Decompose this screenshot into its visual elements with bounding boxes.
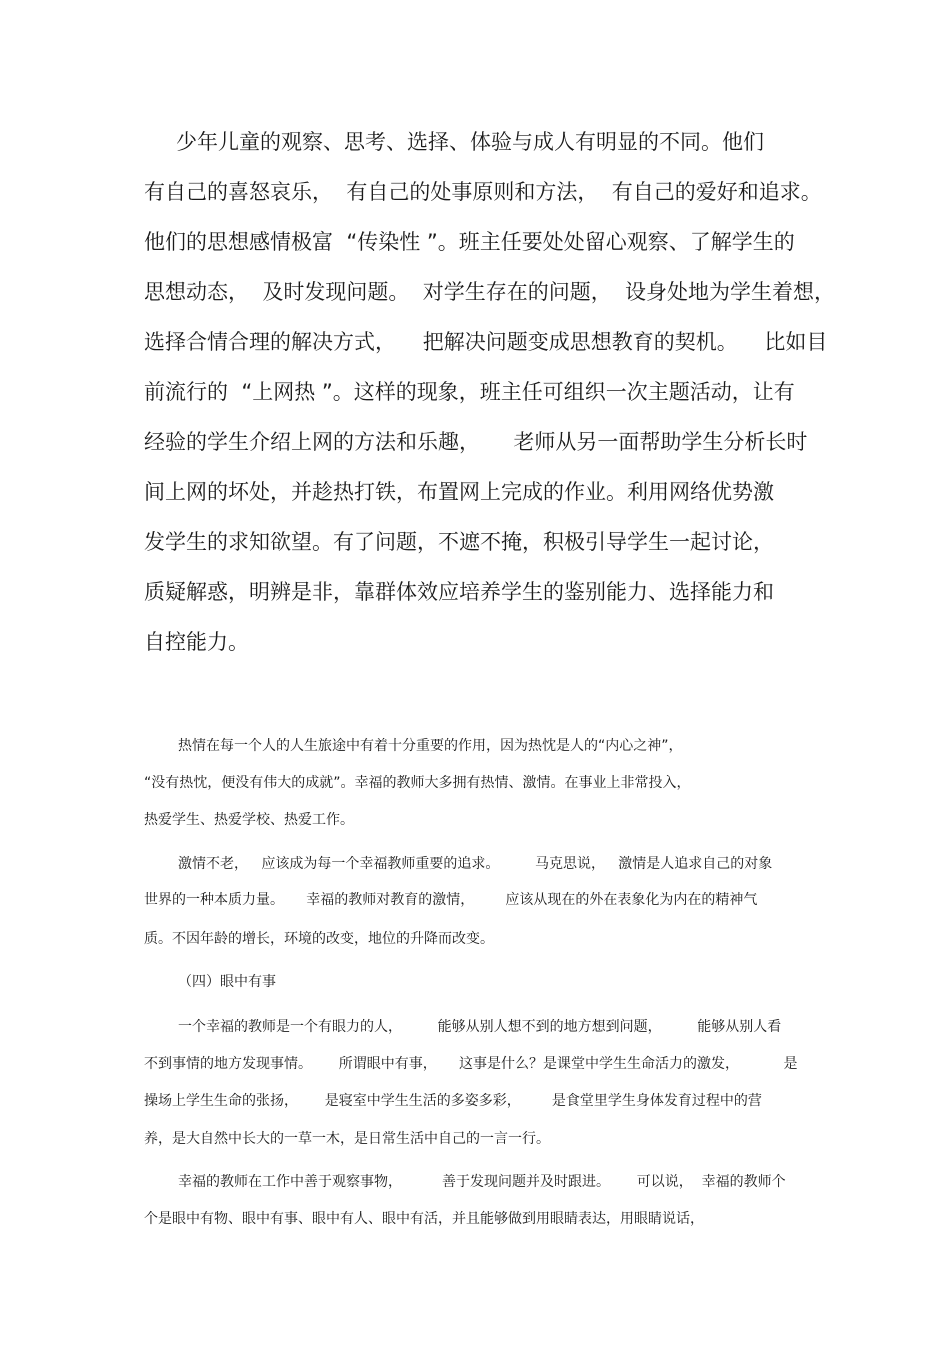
text-line: 选择合情合理的解决方式， 把解决问题变成思想教育的契机。 比如目 <box>144 330 828 354</box>
text-line: 有自己的喜怒哀乐， 有自己的处事原则和方法， 有自己的爱好和追求。 <box>144 180 822 204</box>
text-line: 世界的一种本质力量。 幸福的教师对教育的激情， 应该从现在的外在表象化为内在的精神气 <box>144 892 758 908</box>
text-line: 操场上学生生命的张扬， 是寝室中学生生活的多姿多彩， 是食堂里学生身体发育过程中的营 <box>144 1093 762 1109</box>
text-line: 他们的思想感情极富 “传染性 ”。班主任要处处留心观察、了解学生的 <box>144 230 795 254</box>
section-heading: （四）眼中有事 <box>178 974 276 990</box>
text-line: 幸福的教师在工作中善于观察事物， 善于发现问题并及时跟进。 可以说， 幸福的教师个 <box>178 1174 786 1190</box>
text-line: 前流行的 “上网热 ”。这样的现象，班主任可组织一次主题活动，让有 <box>144 380 795 404</box>
text-line: 质。不因年龄的增长，环境的改变，地位的升降而改变。 <box>144 931 494 947</box>
text-line: 思想动态， 及时发现问题。 对学生存在的问题， 设身处地为学生着想， <box>144 280 836 304</box>
text-line: 不到事情的地方发现事情。 所谓眼中有事， 这事是什么？是课堂中学生生命活力的激发， 是 <box>144 1056 798 1072</box>
text-line: 激情不老， 应该成为每一个幸福教师重要的追求。 马克思说， 激情是人追求自己的对象 <box>178 856 773 872</box>
text-line: 间上网的坏处，并趁热打铁，布置网上完成的作业。利用网络优势激 <box>144 480 774 504</box>
text-line: 自控能力。 <box>144 630 249 654</box>
text-line: 少年儿童的观察、思考、选择、体验与成人有明显的不同。他们 <box>176 130 764 154</box>
text-line: 热情在每一个人的人生旅途中有着十分重要的作用，因为热忱是人的“内心之神”， <box>178 738 683 754</box>
text-line: “没有热忱，便没有伟大的成就”。幸福的教师大多拥有热情、激情。在事业上非常投入， <box>144 775 691 791</box>
text-line: 发学生的求知欲望。有了问题，不遮不掩，积极引导学生一起讨论， <box>144 530 774 554</box>
text-line: 一个幸福的教师是一个有眼力的人， 能够从别人想不到的地方想到问题， 能够从别人看 <box>178 1019 782 1035</box>
text-line: 经验的学生介绍上网的方法和乐趣， 老师从另一面帮助学生分析长时 <box>144 430 808 454</box>
text-line: 个是眼中有物、眼中有事、眼中有人、眼中有活，并且能够做到用眼睛表达，用眼睛说话， <box>144 1211 704 1227</box>
text-line: 养，是大自然中长大的一草一木，是日常生活中自己的一言一行。 <box>144 1131 550 1147</box>
text-line: 热爱学生、热爱学校、热爱工作。 <box>144 812 354 828</box>
text-line: 质疑解惑，明辨是非，靠群体效应培养学生的鉴别能力、选择能力和 <box>144 580 774 604</box>
